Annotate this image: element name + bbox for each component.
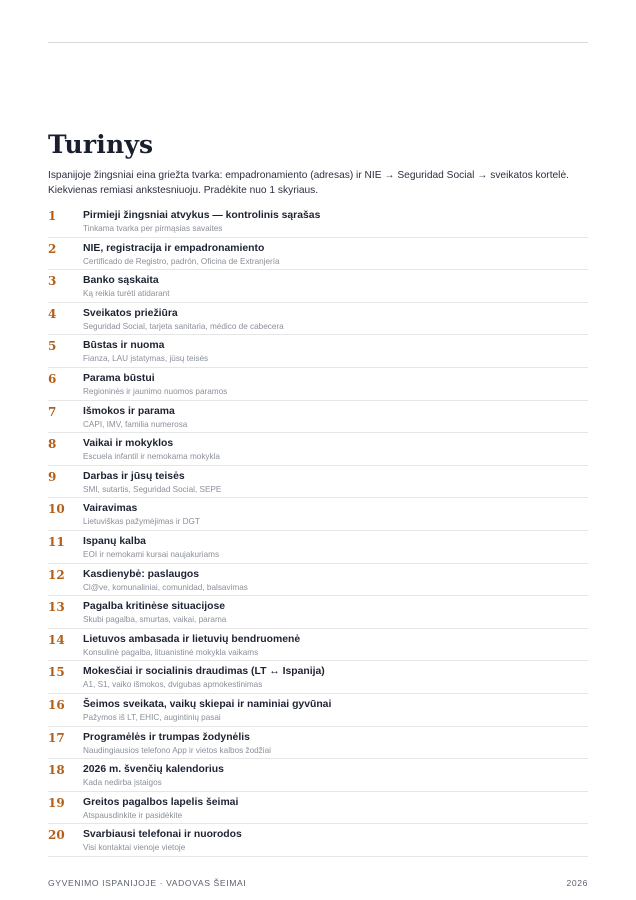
toc-item-number: 14	[48, 632, 65, 647]
toc-item-title: Pirmieji žingsniai atvykus — kontrolinis sąrašas	[83, 210, 321, 221]
toc-item[interactable]	[48, 759, 588, 792]
toc-item-title: Kasdienybė: paslaugos	[83, 568, 200, 580]
toc-item-title: NIE, registracija ir empadronamiento	[83, 242, 265, 254]
toc-item-title: Sveikatos priežiūra	[83, 307, 178, 319]
toc-item-number: 4	[48, 306, 57, 321]
toc-item-number: 5	[48, 339, 57, 354]
toc-item-subtitle: EOI ir nemokami kursai naujakuriams	[83, 549, 220, 559]
toc-item-subtitle: Naudingiausios telefono App ir vietos kalbos žodžiai	[83, 745, 271, 755]
toc-item-number: 10	[48, 502, 65, 517]
toc-item[interactable]	[48, 531, 588, 564]
toc-item-title: Lietuvos ambasada ir lietuvių bendruomenė	[83, 633, 301, 645]
toc-item-number: 16	[48, 697, 65, 712]
footer-year: 2026	[566, 878, 588, 888]
toc-item-subtitle: Kada nedirba įstaigos	[83, 778, 162, 788]
toc-item-number: 17	[48, 730, 65, 745]
toc-item-title: Šeimos sveikata, vaikų skiepai ir naminiai gyvūnai	[83, 698, 332, 710]
toc-item-subtitle: Regioninės ir jaunimo nuomos paramos	[83, 386, 228, 396]
toc-item-title: Banko sąskaita	[83, 275, 159, 287]
toc-item-number: 1	[48, 209, 57, 223]
toc-item[interactable]	[48, 596, 588, 629]
toc-item-subtitle: Konsulinė pagalba, lituanistinė mokykla vaikams	[83, 647, 259, 657]
toc-item-number: 15	[48, 665, 65, 680]
toc-item-title: Parama būstui	[83, 372, 155, 384]
toc-item-subtitle: SMI, sutartis, Seguridad Social, SEPE	[83, 484, 222, 494]
toc-item-number: 6	[48, 371, 57, 386]
toc-item-title: Vaikai ir mokyklos	[83, 438, 174, 450]
toc-item-subtitle: Seguridad Social, tarjeta sanitaria, médico de cabecera	[83, 321, 284, 331]
toc-item-title: Programėlės ir trumpas žodynėlis	[83, 731, 250, 743]
toc-item[interactable]	[48, 498, 588, 531]
toc-item-subtitle: CAPI, IMV, familia numerosa	[83, 419, 188, 429]
toc-item-number: 7	[48, 404, 57, 419]
toc-item-number: 3	[48, 274, 57, 289]
toc-item-title: Darbas ir jūsų teisės	[83, 470, 185, 482]
toc-item-subtitle: A1, S1, vaiko išmokos, dvigubas apmokestinimas	[83, 680, 263, 690]
toc-item-number: 12	[48, 567, 65, 582]
toc-item-subtitle: Fianza, LAU įstatymas, jūsų teisės	[83, 354, 209, 364]
toc-item-subtitle: Skubi pagalba, smurtas, vaikai, parama	[83, 615, 227, 625]
toc-item-subtitle: Escuela infantil ir nemokama mokykla	[83, 452, 220, 462]
toc-item[interactable]	[48, 629, 588, 662]
toc-item-number: 13	[48, 600, 65, 615]
toc-item-number: 11	[48, 534, 65, 549]
toc-item[interactable]	[48, 661, 588, 694]
toc-item-title: Išmokos ir parama	[83, 405, 175, 417]
toc-item-number: 20	[48, 828, 65, 843]
toc-item-title: Greitos pagalbos lapelis šeimai	[83, 796, 239, 808]
toc-item[interactable]	[48, 303, 588, 336]
toc-item-subtitle: Pažymos iš LT, EHIC, augintinių pasai	[83, 712, 221, 722]
top-rule	[48, 42, 588, 43]
toc-item-subtitle: Lietuviškas pažymėjimas ir DGT	[83, 517, 200, 527]
toc-item-title: Svarbiausi telefonai ir nuorodos	[83, 829, 242, 841]
toc-item[interactable]	[48, 727, 588, 760]
toc-item[interactable]	[48, 238, 588, 271]
toc-item-title: Mokesčiai ir socialinis draudimas (LT ↔ Ispanija)	[83, 666, 325, 678]
toc-item-number: 19	[48, 795, 65, 810]
toc-item[interactable]	[48, 466, 588, 499]
toc-item-title: Pagalba kritinėse situacijose	[83, 601, 226, 613]
toc-item[interactable]	[48, 564, 588, 597]
footer-title: GYVENIMO ISPANIJOJE · VADOVAS ŠEIMAI	[48, 878, 247, 888]
page-title: Turinys	[48, 130, 154, 159]
toc-item-subtitle: Visi kontaktai vienoje vietoje	[83, 843, 186, 853]
toc-item[interactable]	[48, 270, 588, 303]
toc-item-subtitle: Atspausdinkite ir pasidėkite	[83, 810, 183, 820]
toc-item-title: Ispanų kalba	[83, 535, 146, 547]
toc-item[interactable]	[48, 368, 588, 401]
toc-item-subtitle: Tinkama tvarka per pirmąsias savaites	[83, 224, 223, 233]
toc-item-title: 2026 m. švenčių kalendorius	[83, 764, 224, 776]
toc-item[interactable]	[48, 824, 588, 857]
intro-text: Ispanijoje žingsniai eina griežta tvarka: empadronamiento (adresas) ir NIE → Seguridad Social → sveikatos kortelė. Kiekvienas remiasi ankstesniuoju. Pradėkite nuo 1 skyriaus.	[48, 170, 569, 196]
toc-item-number: 2	[48, 241, 57, 256]
toc-item[interactable]	[48, 433, 588, 466]
toc-item[interactable]	[48, 401, 588, 434]
toc-item-number: 9	[48, 469, 57, 484]
toc-item-subtitle: Ką reikia turėti atidarant	[83, 289, 170, 299]
toc-item-number: 18	[48, 763, 65, 778]
toc-item-subtitle: Cl@ve, komunaliniai, comunidad, balsavimas	[83, 582, 248, 592]
toc-item[interactable]	[48, 335, 588, 368]
table-of-contents	[48, 205, 588, 857]
toc-item[interactable]	[48, 792, 588, 825]
toc-item-subtitle: Certificado de Registro, padrón, Oficina de Extranjería	[83, 256, 280, 266]
toc-item-title: Vairavimas	[83, 503, 138, 515]
toc-item[interactable]	[48, 205, 588, 238]
toc-item-number: 8	[48, 437, 57, 452]
toc-item[interactable]	[48, 694, 588, 727]
toc-item-title: Būstas ir nuoma	[83, 340, 165, 352]
